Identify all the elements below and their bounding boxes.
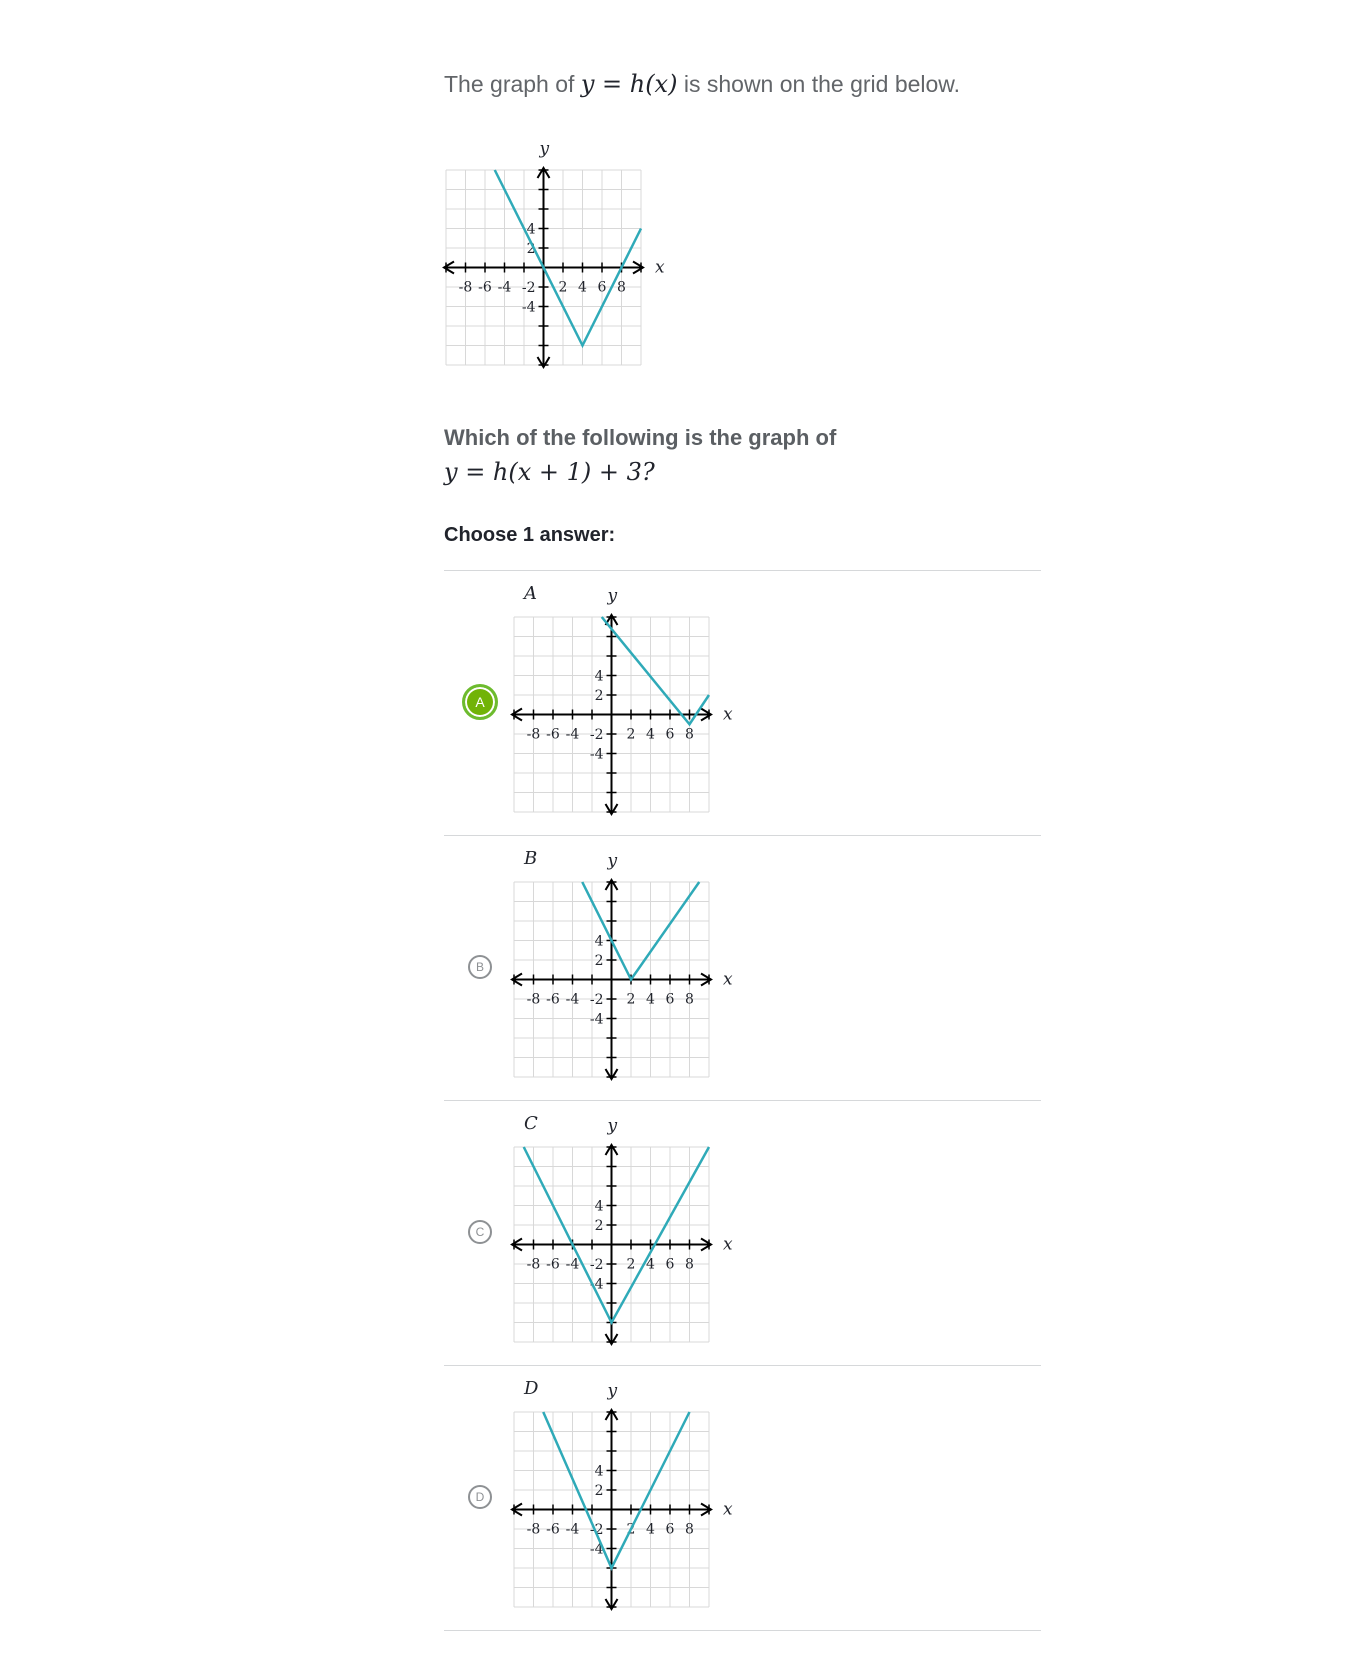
function-curve bbox=[495, 170, 641, 346]
x-tick-label: 8 bbox=[685, 1256, 694, 1273]
prompt-text bbox=[444, 70, 960, 98]
y-tick-label: -4 bbox=[589, 746, 604, 763]
main-graph bbox=[430, 140, 680, 380]
choice-a-graph bbox=[500, 579, 760, 819]
choice-c-radio[interactable]: C bbox=[468, 1220, 492, 1244]
x-tick-label: 2 bbox=[626, 1521, 636, 1538]
x-tick-label: 4 bbox=[646, 1256, 655, 1273]
y-tick-label: -4 bbox=[521, 299, 536, 316]
x-tick-label: -6 bbox=[546, 1521, 560, 1538]
y-tick-label: -2 bbox=[589, 992, 604, 1008]
y-axis-label: y bbox=[539, 140, 550, 159]
y-tick-label: 2 bbox=[594, 1218, 604, 1234]
choice-d-graph bbox=[500, 1374, 760, 1614]
x-tick-label: 4 bbox=[578, 279, 587, 296]
x-tick-label: 8 bbox=[617, 279, 626, 296]
y-tick-label: 2 bbox=[594, 1483, 604, 1499]
y-tick-label: 4 bbox=[526, 221, 536, 238]
choice-c-graph bbox=[500, 1109, 760, 1349]
y-tick-label: 2 bbox=[594, 688, 604, 704]
function-curve bbox=[524, 1147, 709, 1323]
x-tick-label: 6 bbox=[665, 991, 675, 1008]
prompt-math: y = h(x) bbox=[580, 70, 678, 98]
x-tick-label: 6 bbox=[665, 1256, 675, 1273]
x-tick-label: -4 bbox=[565, 1521, 580, 1538]
function-curve bbox=[602, 617, 709, 724]
choice-b[interactable] bbox=[444, 836, 1041, 1100]
y-tick-label: -4 bbox=[589, 1011, 604, 1028]
y-tick-label: -2 bbox=[589, 1257, 604, 1273]
x-tick-label: -6 bbox=[546, 1256, 560, 1273]
y-tick-label: -2 bbox=[589, 727, 604, 743]
x-tick-label: -6 bbox=[478, 279, 492, 296]
x-tick-label: -4 bbox=[497, 279, 512, 296]
question-text: Which of the following is the graph of bbox=[444, 425, 837, 450]
y-tick-label: 4 bbox=[594, 1463, 604, 1480]
divider bbox=[444, 1630, 1041, 1631]
choice-c[interactable] bbox=[444, 1101, 1041, 1365]
y-tick-label: 2 bbox=[526, 241, 536, 257]
y-axis-label: y bbox=[607, 1381, 618, 1401]
graph-letter-label: C bbox=[524, 1113, 538, 1134]
y-axis-label: y bbox=[607, 851, 618, 871]
y-tick-label: 4 bbox=[594, 668, 604, 685]
prompt-post: is shown on the grid below. bbox=[683, 71, 961, 97]
x-axis-label: x bbox=[655, 257, 665, 278]
choice-d[interactable] bbox=[444, 1366, 1041, 1630]
x-axis-label: x bbox=[723, 1234, 733, 1255]
x-axis-label: x bbox=[723, 704, 733, 725]
graph-letter-label: B bbox=[524, 848, 538, 869]
y-tick-label: 4 bbox=[594, 933, 604, 950]
y-axis-label: y bbox=[607, 586, 618, 606]
choice-a[interactable] bbox=[444, 571, 1041, 835]
x-tick-label: 2 bbox=[626, 1256, 636, 1273]
y-tick-label: 4 bbox=[594, 1198, 604, 1215]
choice-b-graph bbox=[500, 844, 760, 1084]
choice-b-radio[interactable]: B bbox=[468, 955, 492, 979]
x-tick-label: 6 bbox=[665, 726, 675, 743]
y-tick-label: -2 bbox=[521, 280, 536, 296]
y-tick-label: -4 bbox=[589, 1276, 604, 1293]
x-tick-label: 2 bbox=[558, 279, 568, 296]
x-tick-label: 2 bbox=[626, 726, 636, 743]
y-axis-label: y bbox=[607, 1116, 618, 1136]
choice-a-radio[interactable]: A bbox=[462, 684, 498, 720]
question-math: y = h(x + 1) + 3? bbox=[444, 458, 655, 486]
y-tick-label: 2 bbox=[594, 953, 604, 969]
x-tick-label: -8 bbox=[526, 726, 541, 743]
x-axis-label: x bbox=[723, 1499, 733, 1520]
x-tick-label: 8 bbox=[685, 1521, 694, 1538]
x-tick-label: 6 bbox=[597, 279, 607, 296]
graph-letter-label: D bbox=[524, 1378, 539, 1399]
x-tick-label: -6 bbox=[546, 991, 560, 1008]
x-tick-label: 8 bbox=[685, 726, 694, 743]
x-tick-label: -8 bbox=[526, 1256, 541, 1273]
choose-label: Choose 1 answer: bbox=[444, 524, 616, 546]
x-tick-label: 2 bbox=[626, 991, 636, 1008]
x-tick-label: 4 bbox=[646, 726, 655, 743]
x-tick-label: 4 bbox=[646, 1521, 655, 1538]
y-tick-label: -4 bbox=[589, 1541, 604, 1558]
choice-d-radio[interactable]: D bbox=[468, 1485, 492, 1509]
x-tick-label: -6 bbox=[546, 726, 560, 743]
x-tick-label: 6 bbox=[665, 1521, 675, 1538]
prompt-pre: The graph of bbox=[444, 71, 575, 97]
x-axis-label: x bbox=[723, 969, 733, 990]
x-tick-label: -4 bbox=[565, 991, 580, 1008]
y-tick-label: -2 bbox=[589, 1522, 604, 1538]
x-tick-label: -8 bbox=[526, 1521, 541, 1538]
question bbox=[444, 420, 884, 490]
x-tick-label: -8 bbox=[526, 991, 541, 1008]
x-tick-label: -4 bbox=[565, 726, 580, 743]
x-tick-label: 8 bbox=[685, 991, 694, 1008]
x-tick-label: 4 bbox=[646, 991, 655, 1008]
graph-letter-label: A bbox=[524, 583, 537, 604]
x-tick-label: -4 bbox=[565, 1256, 580, 1273]
x-tick-label: -8 bbox=[458, 279, 473, 296]
